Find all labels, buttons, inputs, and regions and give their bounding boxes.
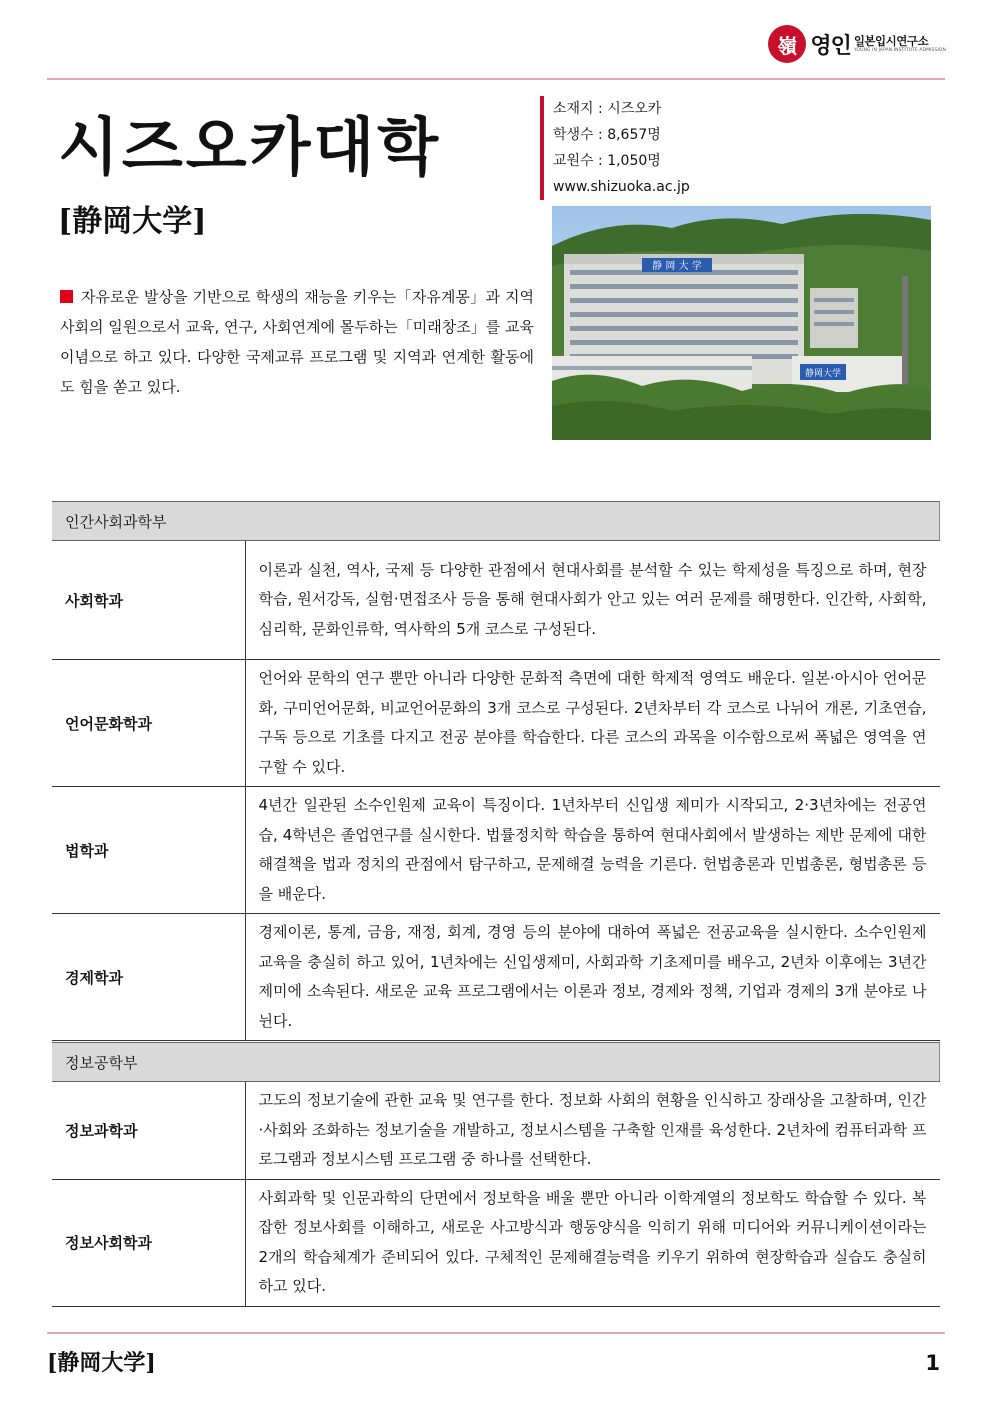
department-table-2 <box>52 1042 940 1307</box>
info-faculty: 교원수 : 1,050명 <box>553 153 661 169</box>
department-name: 정보사회학과 <box>52 1179 245 1306</box>
intro-text: 자유로운 발상을 기반으로 학생의 재능을 키우는「자유계몽」과 지역 사회의 일원으로서 교육, 연구, 사회연계에 몰두하는「미래창조」를 교육 이념으로 하고 있다. 다양한 국제교류 프로그램 및 지역과 연계한 활동에도 힘을 쏟고 있다. <box>60 288 534 396</box>
department-description: 사회과학 및 인문과학의 단면에서 정보학을 배울 뿐만 아니라 이학계열의 정보학도 학습할 수 있다. 복잡한 정보사회를 이해하고, 새로운 사고방식과 행동양식을 익히기 위해 미디어와 커뮤니케이션이라는 2개의 학습체계가 준비되어 있다. 구체적인 문제해결능력을 키우기 위하여 현장학습과 실습도 충실히 하고 있다. <box>245 1179 940 1306</box>
campus-photo <box>552 206 931 440</box>
department-description: 이론과 실천, 역사, 국제 등 다양한 관점에서 현대사회를 분석할 수 있는 학제성을 특징으로 하며, 현장학습, 원서강독, 실험·면접조사 등을 통해 현대사회가 안고 있는 여러 문제를 해명한다. 인간학, 사회학, 심리학, 문화인류학, 역사학의 5개 코스로 구성된다. <box>245 541 940 660</box>
bullet-square-icon <box>60 290 73 303</box>
department-name: 언어문화학과 <box>52 660 245 787</box>
department-description: 경제이론, 통계, 금융, 재정, 회계, 경영 등의 분야에 대하여 폭넓은 전공교육을 실시한다. 소수인원제 교육을 충실히 하고 있어, 1년차에는 신입생제미, 사회과학 기초제미를 배우고, 2년차 이후에는 3년간 제미에 소속된다. 새로운 교육 프로그램에서는 이론과 정보, 경제와 정책, 기업과 경제의 3개 분야로 나뉜다. <box>245 914 940 1041</box>
footer-divider <box>47 1332 945 1334</box>
department-name: 사회학과 <box>52 541 245 660</box>
page-title: 시즈오카대학 <box>58 111 442 184</box>
institute-logo <box>768 24 946 64</box>
table-row <box>52 914 940 1041</box>
table-row <box>52 1082 940 1180</box>
table-row <box>52 787 940 914</box>
table-row <box>52 541 940 660</box>
table-row <box>52 1179 940 1306</box>
department-description: 언어와 문학의 연구 뿐만 아니라 다양한 문화적 측면에 대한 학제적 영역도 배운다. 일본·아시아 언어문화, 구미언어문화, 비교언어문화의 3개 코스로 구성된다. 2년차부터 각 코스로 나뉘어 개론, 기초연습, 구독 등으로 기초를 다지고 전공 분야를 학습한다. 다른 코스의 과목을 이수함으로써 폭넓은 영역을 연구할 수 있다. <box>245 660 940 787</box>
header-divider <box>47 78 945 80</box>
photo-sign-top: 静 岡 大 学 <box>652 261 702 272</box>
department-description: 고도의 정보기술에 관한 교육 및 연구를 한다. 정보화 사회의 현황을 인식하고 장래상을 고찰하며, 인간·사회와 조화하는 정보기술을 개발하고, 정보시스템을 구축할 인재를 육성한다. 2년차에 컴퓨터과학 프로그램과 정보시스템 프로그램 중 하나를 선택한다. <box>245 1082 940 1180</box>
logo-english: YOUNG IN JAPAN INSTITUTE ADMISSION <box>853 47 946 53</box>
logo-name: 영인 <box>810 33 851 59</box>
info-students: 학생수 : 8,657명 <box>553 127 661 143</box>
department-name: 경제학과 <box>52 914 245 1041</box>
logo-seal-icon: 嶺 <box>768 25 806 63</box>
info-website: www.shizuoka.ac.jp <box>553 179 690 195</box>
footer-label: [静岡大学] <box>47 1350 156 1376</box>
info-location: 소재지 : 시즈오카 <box>553 101 662 117</box>
department-description: 4년간 일관된 소수인원제 교육이 특징이다. 1년차부터 신입생 제미가 시작되고, 2·3년차에는 전공연습, 4학년은 졸업연구를 실시한다. 법률정치학 학습을 통하여 현대사회에서 발생하는 제반 문제에 대한 해결책을 법과 정치의 관점에서 탐구하고, 문제해결 능력을 기른다. 헌법총론과 민법총론, 형법총론 등을 배운다. <box>245 787 940 914</box>
page-number: 1 <box>925 1351 940 1375</box>
intro-paragraph <box>60 282 534 402</box>
department-table-1 <box>52 501 940 1041</box>
logo-subtitle: 일본입시연구소 <box>853 33 929 48</box>
table-row <box>52 660 940 787</box>
university-info <box>540 96 690 200</box>
page-subtitle: [静岡大学] <box>58 204 207 239</box>
department-name: 법학과 <box>52 787 245 914</box>
section-heading: 정보공학부 <box>52 1043 940 1082</box>
section-heading: 인간사회과학부 <box>52 502 940 541</box>
photo-sign-front: 静岡大学 <box>804 369 842 379</box>
department-name: 정보과학과 <box>52 1082 245 1180</box>
